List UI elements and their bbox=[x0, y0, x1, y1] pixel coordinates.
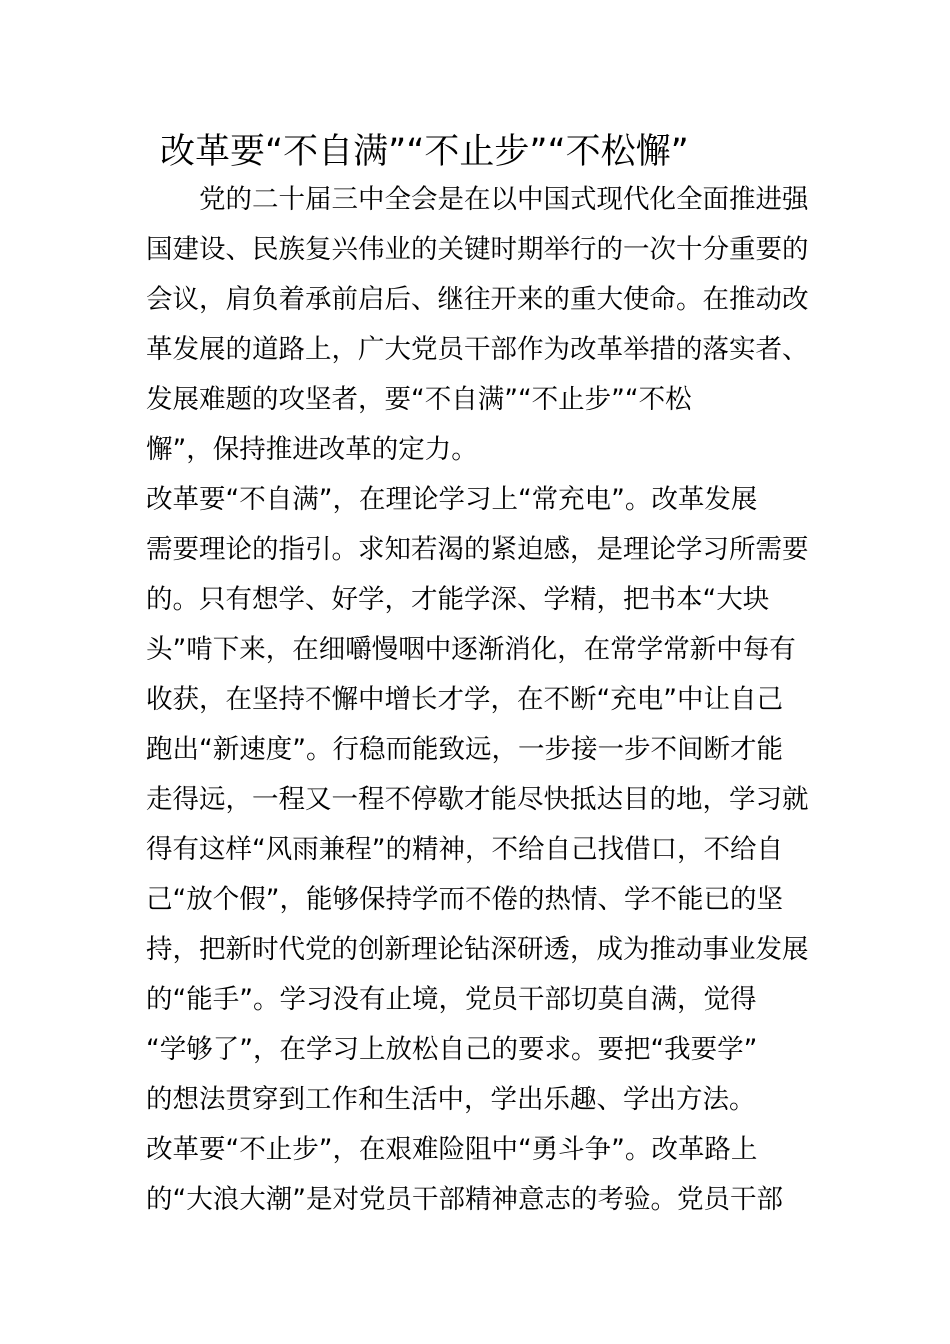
text-line: 国建设、民族复兴伟业的关键时期举行的一次十分重要的 bbox=[146, 234, 809, 265]
text-line: 走得远，一程又一程不停歇才能尽快抵达目的地，学习就 bbox=[146, 784, 809, 815]
document-title: 改革要“不自满”“不止步”“不松懈” bbox=[160, 132, 689, 172]
text-line: 发展难题的攻坚者，要“不自满”“不止步”“不松 bbox=[146, 384, 692, 415]
text-line: 己“放个假”，能够保持学而不倦的热情、学不能已的坚 bbox=[146, 884, 783, 915]
text-line: 头”啃下来，在细嚼慢咽中逐渐消化，在常学常新中每有 bbox=[146, 634, 796, 665]
text-line: 改革要“不自满”，在理论学习上“常充电”。改革发展 bbox=[146, 484, 758, 515]
text-line: 的“大浪大潮”是对党员干部精神意志的考验。党员干部 bbox=[146, 1184, 783, 1215]
text-line: 党的二十届三中全会是在以中国式现代化全面推进强 bbox=[146, 184, 809, 215]
text-line: 革发展的道路上，广大党员干部作为改革举措的落实者、 bbox=[146, 334, 809, 365]
text-line: “学够了”，在学习上放松自己的要求。要把“我要学” bbox=[146, 1034, 758, 1065]
text-line: 得有这样“风雨兼程”的精神，不给自己找借口，不给自 bbox=[146, 834, 783, 865]
text-line: 的。只有想学、好学，才能学深、学精，把书本“大块 bbox=[146, 584, 770, 615]
text-line: 收获，在坚持不懈中增长才学，在不断“充电”中让自己 bbox=[146, 684, 783, 715]
text-line: 持，把新时代党的创新理论钻深研透，成为推动事业发展 bbox=[146, 934, 809, 965]
text-line: 的想法贯穿到工作和生活中，学出乐趣、学出方法。 bbox=[146, 1084, 756, 1115]
text-line: 懈”，保持推进改革的定力。 bbox=[146, 434, 478, 465]
text-line: 改革要“不止步”，在艰难险阻中“勇斗争”。改革路上 bbox=[146, 1134, 758, 1165]
text-line: 的“能手”。学习没有止境，党员干部切莫自满，觉得 bbox=[146, 984, 757, 1015]
text-line: 会议，肩负着承前启后、继往开来的重大使命。在推动改 bbox=[146, 284, 809, 315]
text-line: 需要理论的指引。求知若渴的紧迫感，是理论学习所需要 bbox=[146, 534, 809, 565]
text-line: 跑出“新速度”。行稳而能致远，一步接一步不间断才能 bbox=[146, 734, 783, 765]
